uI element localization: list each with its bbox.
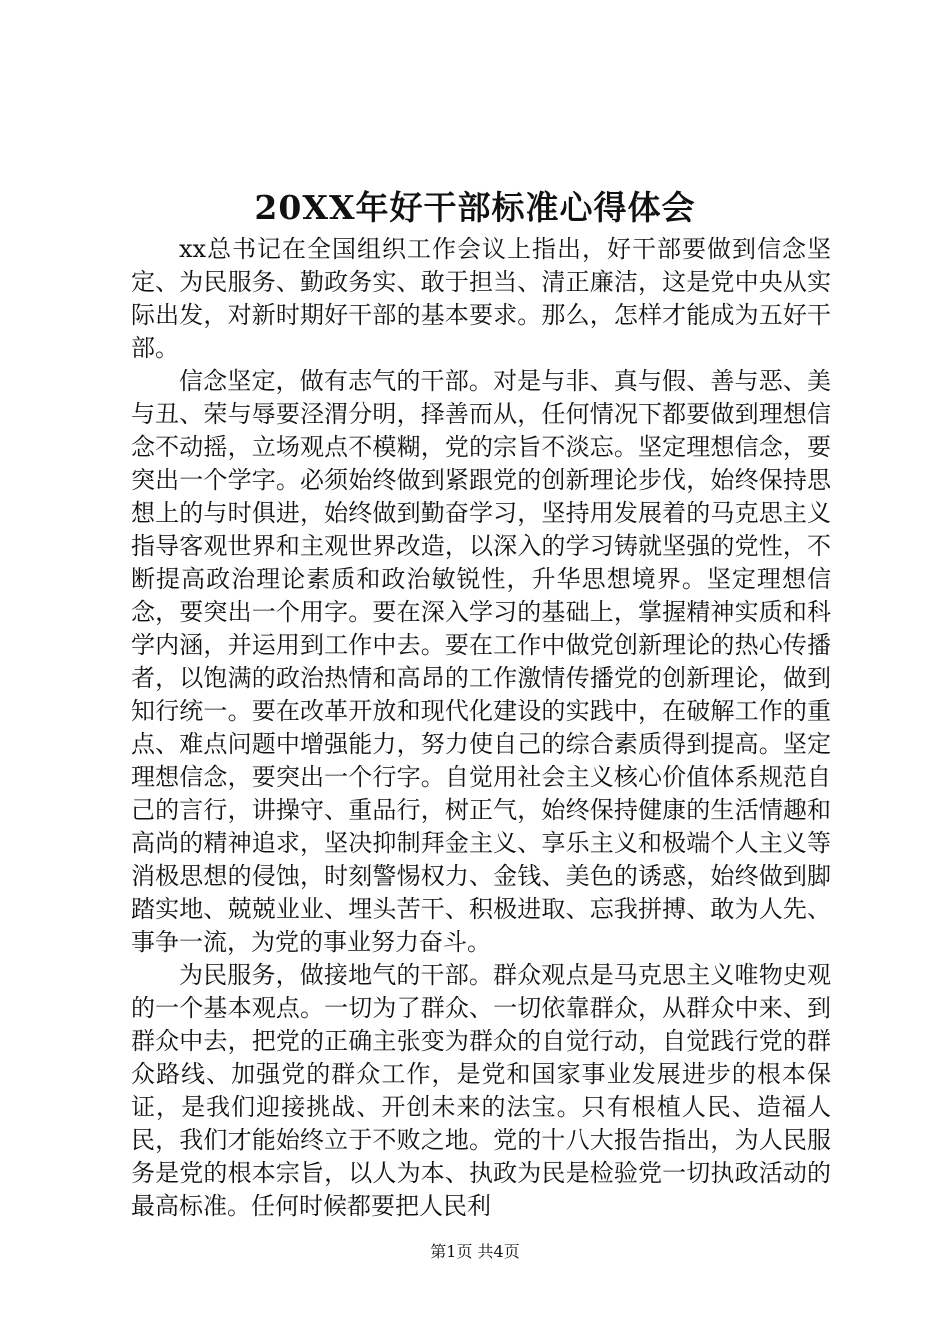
paragraph: 信念坚定，做有志气的干部。对是与非、真与假、善与恶、美与丑、荣与辱要泾渭分明，择善而从，任何情况下都要做到理想信念不动摇，立场观点不模糊，党的宗旨不淡忘。坚定理想信念，要突出一个学字。必须始终做到紧跟党的创新理论步伐，始终保持思想上的与时俱进，始终做到勤奋学习，坚持用发展着的马克思主义指导客观世界和主观世界改造，以深入的学习铸就坚强的党性，不断提高政治理论素质和政治敏锐性，升华思想境界。坚定理想信念，要突出一个用字。要在深入学习的基础上，掌握精神实质和科学内涵，并运用到工作中去。要在工作中做党创新理论的热心传播者，以饱满的政治热情和高昂的工作激情传播党的创新理论，做到知行统一。要在改革开放和现代化建设的实践中，在破解工作的重点、难点问题中增强能力，努力使自己的综合素质得到提高。坚定理想信念，要突出一个行字。自觉用社会主义核心价值体系规范自己的言行，讲操守、重品行，树正气，始终保持健康的生活情趣和高尚的精神追求，坚决抑制拜金主义、享乐主义和极端个人主义等消极思想的侵蚀，时刻警惕权力、金钱、美色的诱惑，始终做到脚踏实地、兢兢业业、埋头苦干、积极进取、忘我拼搏、敢为人先、事争一流，为党的事业努力奋斗。 [131,367,831,956]
paragraph: 为民服务，做接地气的干部。群众观点是马克思主义唯物史观的一个基本观点。一切为了群众、一切依靠群众，从群众中来、到群众中去，把党的正确主张变为群众的自觉行动，自觉践行党的群众路线、加强党的群众工作，是党和国家事业发展进步的根本保证，是我们迎接挑战、开创未来的法宝。只有根植人民、造福人民，我们才能始终立于不败之地。党的十八大报告指出，为人民服务是党的根本宗旨，以人为本、执政为民是检验党一切执政活动的最高标准。任何时候都要把人民利 [131,961,831,1220]
document-body [131,233,831,1223]
document-title: 20XX年好干部标准心得体会 [254,188,696,227]
paragraph: xx总书记在全国组织工作会议上指出，好干部要做到信念坚定、为民服务、勤政务实、敢于担当、清正廉洁，这是党中央从实际出发，对新时期好干部的基本要求。那么，怎样才能成为五好干部。 [131,235,831,362]
page-footer: 第1页 共4页 [430,1242,520,1261]
